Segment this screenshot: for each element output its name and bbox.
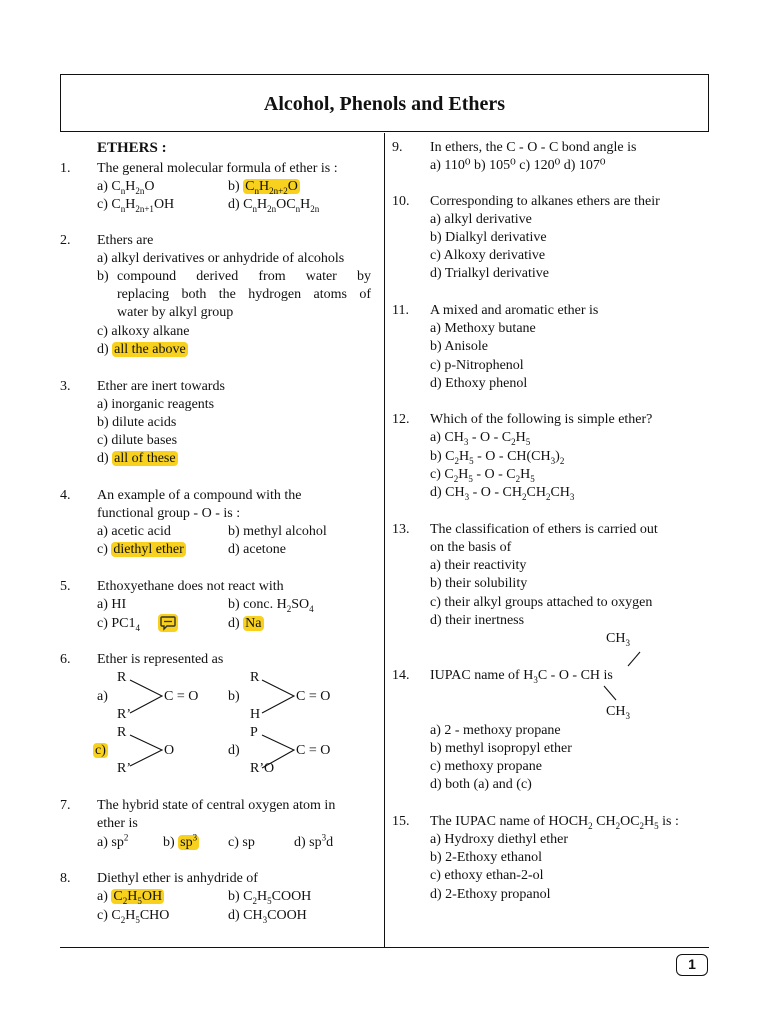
q4-option-c: c) diethyl ether — [97, 542, 184, 557]
q12-text: Which of the following is simple ether? — [430, 412, 653, 427]
q14-option-b: b) methyl isopropyl ether — [430, 741, 572, 756]
q6d-rprimeo: R’O — [250, 761, 275, 776]
q3-option-d: d) all of these — [97, 451, 176, 466]
q5-text: Ethoxyethane does not react with — [97, 579, 284, 594]
q6-answer-highlight: c) — [95, 743, 106, 758]
q8-number: 8. — [60, 871, 71, 886]
q6b-co: C = O — [296, 689, 331, 704]
q11-option-c: c) p-Nitrophenol — [430, 358, 524, 373]
q10-number: 10. — [392, 194, 410, 209]
q9-text: In ethers, the C - O - C bond angle is — [430, 140, 637, 155]
q6c-r: R — [117, 725, 127, 740]
q7-option-d: d) $sp^3d$ — [294, 832, 334, 850]
q6a-rprime: R’ — [117, 707, 131, 722]
q6-option-a: a) — [97, 689, 108, 704]
q12-option-a: a) $CH_3$ - O - $C_2H_5$ — [430, 430, 531, 447]
q13-text-line2: on the basis of — [430, 540, 512, 555]
q4-number: 4. — [60, 488, 71, 503]
q10-option-d: d) Trialkyl derivative — [430, 266, 549, 281]
q6a-co: C = O — [164, 689, 199, 704]
q1-answer-highlight: $C_nH_{2n+2}O$ — [245, 179, 298, 196]
q2-option-b-line3: water by alkyl group — [117, 305, 234, 320]
q1-option-d: d) $C_nH_{2n}OC_nH_{2n}$ — [228, 197, 320, 214]
q8-option-c: c) $C_2H_5CHO$ — [97, 908, 170, 925]
page-number: 1 — [676, 954, 708, 976]
q6c-o: O — [164, 743, 175, 758]
q8-option-a: a) $C_2H_5OH$ — [97, 889, 163, 906]
section-heading: ETHERS : — [97, 140, 167, 156]
q10-option-c: c) Alkoxy derivative — [430, 248, 546, 263]
q2-text: Ethers are — [97, 233, 154, 248]
q1-option-a: a) $C_nH_{2n}O$ — [97, 179, 155, 196]
q13-option-c: c) their alkyl groups attached to oxygen — [430, 595, 653, 610]
q2-option-a: a) alkyl derivatives or anhydride of alcohols — [97, 251, 345, 266]
q9-number: 9. — [392, 140, 403, 155]
q14-text: IUPAC name of $H_3C$ - O - CH is — [430, 668, 613, 685]
q13-text-line1: The classification of ethers is carried out — [430, 522, 658, 537]
q11-option-b: b) Anisole — [430, 339, 488, 354]
q6c-rprime: R’ — [117, 761, 131, 776]
q10-option-b: b) Dialkyl derivative — [430, 230, 547, 245]
q15-option-a: a) Hydroxy diethyl ether — [430, 832, 569, 847]
q7-text-line1: The hybrid state of central oxygen atom in — [97, 798, 336, 813]
q14-ch3-top: $CH_3$ — [606, 631, 630, 648]
q4-option-b: b) methyl alcohol — [228, 524, 327, 539]
q2-number: 2. — [60, 233, 71, 248]
q3-text: Ether are inert towards — [97, 379, 225, 394]
q2-option-b-line1: compound derived from water by — [117, 269, 371, 284]
q6-text: Ether is represented as — [97, 652, 224, 667]
q5-option-b: b) conc. $H_2SO_4$ — [228, 597, 314, 614]
q3-number: 3. — [60, 379, 71, 394]
q6d-co: C = O — [296, 743, 331, 758]
q8-text: Diethyl ether is anhydride of — [97, 871, 258, 886]
q15-option-d: d) 2-Ethoxy propanol — [430, 887, 551, 902]
q8-option-b: b) $C_2H_5COOH$ — [228, 889, 312, 906]
q14-option-c: c) methoxy propane — [430, 759, 542, 774]
q9-options: a) 110⁰ b) 105⁰ c) 120⁰ d) 107⁰ — [430, 158, 606, 173]
q15-option-c: c) ethoxy ethan-2-ol — [430, 868, 544, 883]
q5-answer-highlight: Na — [245, 616, 262, 631]
q13-option-d: d) their inertness — [430, 613, 525, 628]
q1-option-c: c) $C_nH_{2n+1}OH$ — [97, 197, 175, 214]
q11-number: 11. — [392, 303, 409, 318]
q5-option-c: c) $PC1_4$ — [97, 616, 140, 633]
q6a-r: R — [117, 670, 127, 685]
q3-answer-highlight: all of these — [114, 451, 176, 466]
q6-option-d: d) — [228, 743, 240, 758]
q12-option-c: c) $C_2H_5$ - O - $C_2H_5$ — [430, 467, 535, 484]
q4-text-line2: functional group - O - is : — [97, 506, 241, 521]
q5-option-a: a) HI — [97, 597, 127, 612]
q5-option-d: d) Na — [228, 616, 262, 631]
q15-number: 15. — [392, 814, 410, 829]
q2-option-d: d) all the above — [97, 342, 186, 357]
q4-option-d: d) acetone — [228, 542, 286, 557]
page-title: Alcohol, Phenols and Ethers — [263, 93, 506, 115]
q1-option-b: b) $C_nH_{2n+2}O$ — [228, 179, 298, 196]
q6b-h: H — [250, 707, 261, 722]
q7-text-line2: ether is — [97, 816, 138, 831]
q6-option-b: b) — [228, 689, 240, 704]
q6-number: 6. — [60, 652, 71, 667]
q4-text-line1: An example of a compound with the — [97, 488, 302, 503]
q4-option-a: a) acetic acid — [97, 524, 171, 539]
q14-option-d: d) both (a) and (c) — [430, 777, 532, 792]
q10-text: Corresponding to alkanes ethers are their — [430, 194, 660, 209]
q11-option-d: d) Ethoxy phenol — [430, 376, 528, 391]
q11-text: A mixed and aromatic ether is — [430, 303, 599, 318]
q2-option-b-line2: replacing both the hydrogen atoms of — [117, 287, 371, 302]
q7-option-c: c) sp — [228, 835, 255, 850]
q13-option-b: b) their solubility — [430, 576, 528, 591]
q13-number: 13. — [392, 522, 410, 537]
q10-option-a: a) alkyl derivative — [430, 212, 532, 227]
q15-text: The IUPAC name of $HOCH_2$ $CH_2OC_2H_5$ is : — [430, 814, 679, 831]
q4-answer-highlight: diethyl ether — [113, 542, 184, 557]
q7-option-a: a) $sp^2$ — [97, 832, 129, 850]
q3-option-c: c) dilute bases — [97, 433, 178, 448]
q7-option-b: b) $sp^3$ — [163, 832, 198, 850]
q2-option-b-label: b) — [97, 269, 109, 284]
q11-option-a: a) Methoxy butane — [430, 321, 536, 336]
q3-option-a: a) inorganic reagents — [97, 397, 215, 412]
q5-number: 5. — [60, 579, 71, 594]
q3-option-b: b) dilute acids — [97, 415, 177, 430]
q7-number: 7. — [60, 798, 71, 813]
q8-answer-highlight: $C_2H_5OH$ — [113, 889, 163, 906]
q12-option-d: d) $CH_3$ - O - $CH_2CH_2CH_3$ — [430, 485, 575, 502]
q14-option-a: a) 2 - methoxy propane — [430, 723, 561, 738]
q12-number: 12. — [392, 412, 410, 427]
q2-answer-highlight: all the above — [114, 342, 186, 357]
q2-option-c: c) alkoxy alkane — [97, 324, 190, 339]
q1-text: The general molecular formula of ether is : — [97, 161, 338, 176]
q6b-r: R — [250, 670, 260, 685]
q7-answer-highlight: $sp^3$ — [180, 832, 198, 850]
q15-option-b: b) 2-Ethoxy ethanol — [430, 850, 542, 865]
q13-option-a: a) their reactivity — [430, 558, 527, 573]
q8-option-d: d) $CH_3COOH$ — [228, 908, 307, 925]
q14-number: 14. — [392, 668, 410, 683]
q1-number: 1. — [60, 161, 71, 176]
q12-option-b: b) $C_2H_5$ - O - $CH(CH_3)_2$ — [430, 449, 565, 466]
q14-ch3-bottom: $CH_3$ — [606, 704, 630, 721]
q6d-p: P — [250, 725, 258, 740]
